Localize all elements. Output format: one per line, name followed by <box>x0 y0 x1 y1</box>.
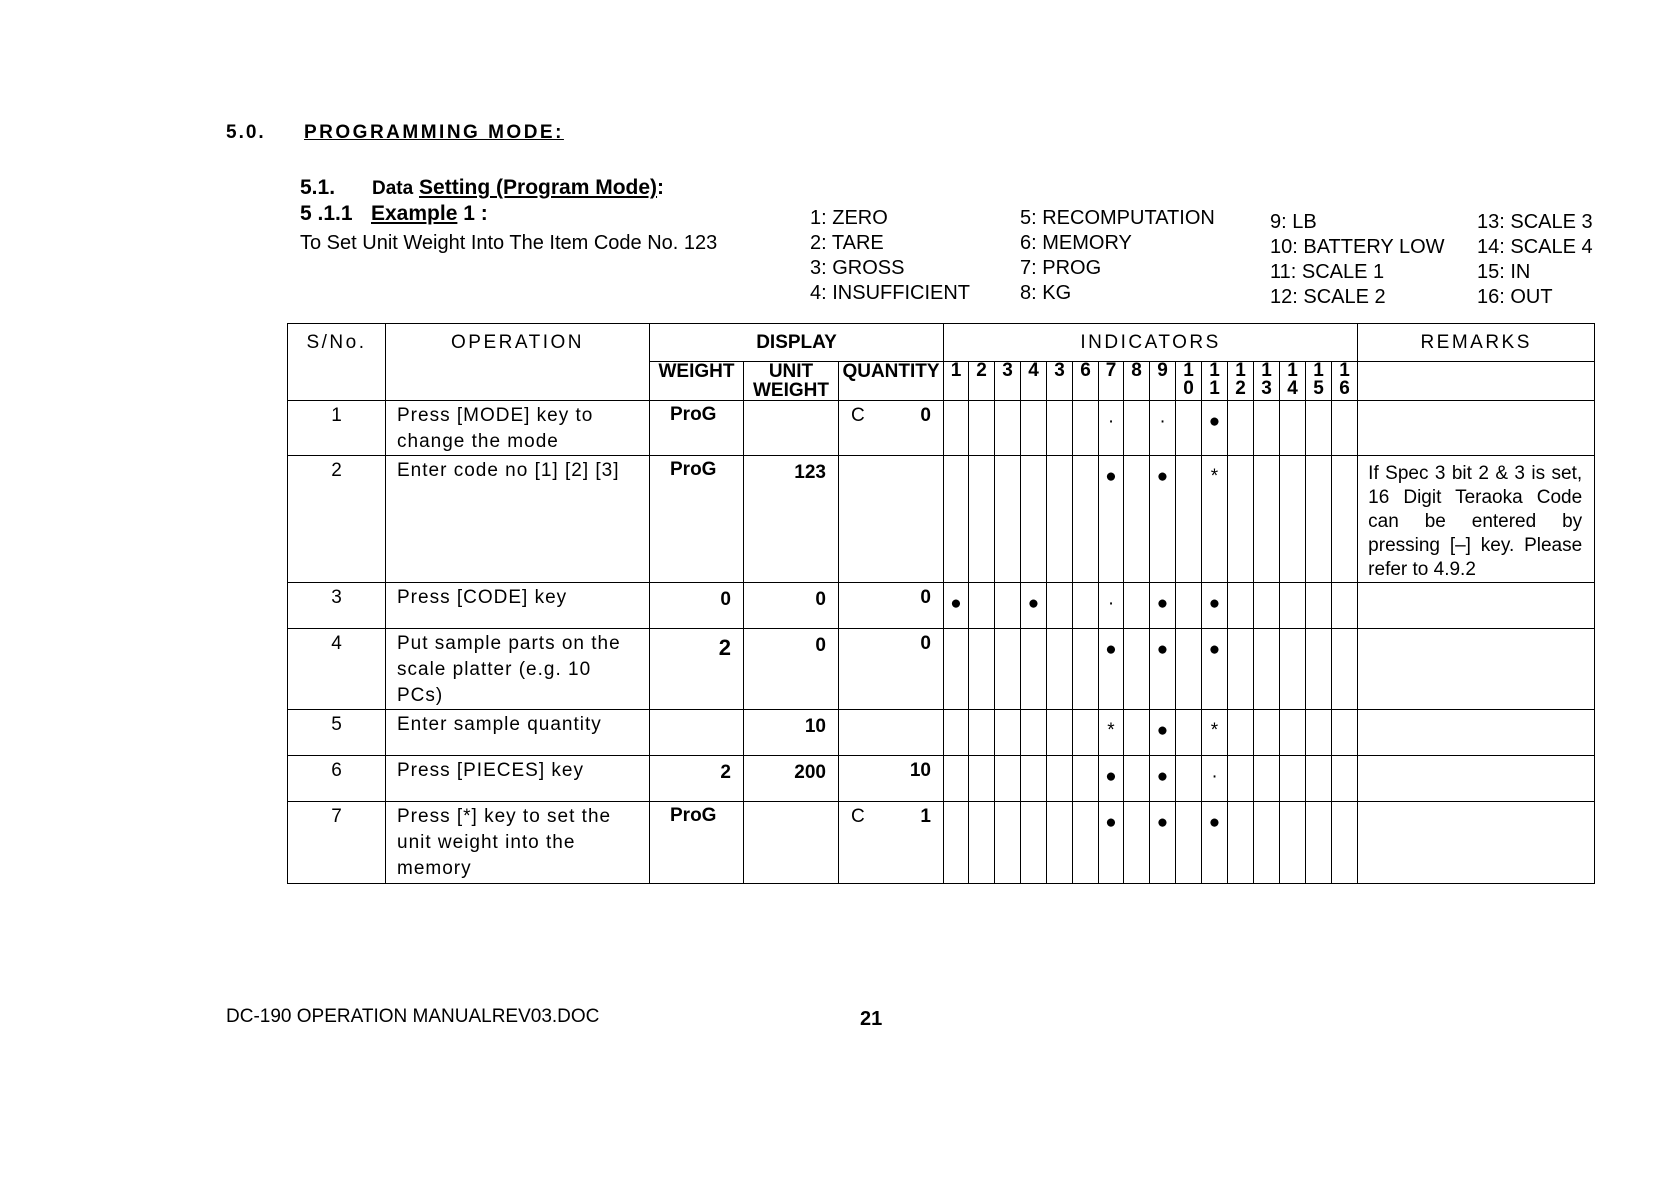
indicator-cell <box>1332 401 1358 456</box>
subsection-number: 5.1. <box>300 176 336 199</box>
quantity-value: 10 <box>909 760 931 781</box>
indicator-number-header: 1 6 <box>1332 362 1358 401</box>
indicator-cell <box>1047 583 1073 629</box>
indicator-cell: ● <box>1099 629 1124 710</box>
indicator-cell: ● <box>1202 583 1228 629</box>
indicator-number-header: 3 <box>1047 362 1073 401</box>
indicator-cell <box>1332 583 1358 629</box>
legend-item: 2: TARE <box>810 232 884 254</box>
indicator-cell <box>1306 802 1332 884</box>
indicator-cell <box>1228 710 1254 756</box>
indicator-cell <box>1124 583 1150 629</box>
indicator-cell <box>1176 456 1202 583</box>
indicator-cell <box>1228 401 1254 456</box>
row-quantity <box>839 710 944 756</box>
legend-item: 8: KG <box>1020 282 1072 304</box>
indicator-cell <box>944 456 969 583</box>
row-unit-weight: 123 <box>744 456 839 583</box>
indicator-cell <box>1280 802 1306 884</box>
indicator-cell: ● <box>1202 802 1228 884</box>
indicator-cell <box>1047 629 1073 710</box>
indicator-number-header: 1 0 <box>1176 362 1202 401</box>
indicator-number-header: 1 4 <box>1280 362 1306 401</box>
table-row <box>288 756 1595 802</box>
indicator-cell: · <box>1099 401 1124 456</box>
legend-item: 5: RECOMPUTATION <box>1020 207 1215 229</box>
quantity-value: 1 <box>920 806 931 827</box>
legend-col-4 <box>1477 210 1593 310</box>
indicator-cell: ● <box>1150 583 1176 629</box>
indicator-cell <box>1176 583 1202 629</box>
legend-item: 10: BATTERY LOW <box>1270 236 1445 258</box>
indicator-cell <box>1176 710 1202 756</box>
legend-item: 7: PROG <box>1020 257 1102 279</box>
indicator-cell <box>1176 802 1202 884</box>
row-remark <box>1358 710 1595 756</box>
row-remark <box>1358 401 1595 456</box>
indicator-cell <box>995 456 1021 583</box>
row-sno: 3 <box>288 583 386 629</box>
indicator-cell <box>1021 756 1047 802</box>
indicator-cell <box>944 710 969 756</box>
row-quantity <box>839 756 944 802</box>
indicator-cell <box>1047 401 1073 456</box>
header-operation: OPERATION <box>386 324 650 401</box>
indicator-cell <box>969 456 995 583</box>
indicator-cell <box>1254 802 1280 884</box>
indicator-cell <box>1228 802 1254 884</box>
quantity-value: 0 <box>920 405 931 426</box>
indicator-cell <box>944 401 969 456</box>
indicator-cell <box>1228 583 1254 629</box>
row-operation: Enter sample quantity <box>386 710 650 756</box>
indicator-cell: ● <box>1099 756 1124 802</box>
indicator-cell <box>1228 629 1254 710</box>
quantity-value: 0 <box>920 633 931 654</box>
legend-col-2 <box>1020 206 1215 306</box>
header-unit-weight: UNIT WEIGHT <box>744 362 839 401</box>
indicator-cell <box>1254 583 1280 629</box>
indicator-cell <box>969 583 995 629</box>
indicator-cell <box>969 802 995 884</box>
indicator-cell: * <box>1202 456 1228 583</box>
row-remark: If Spec 3 bit 2 & 3 is set, 16 Digit Teraoka Code can be entered by pressing [–] key. Please refer to 4.9.2 <box>1358 456 1595 583</box>
legend-item: 16: OUT <box>1477 286 1553 308</box>
indicator-cell <box>1280 583 1306 629</box>
indicator-number-header: 1 2 <box>1228 362 1254 401</box>
page-number: 21 <box>860 1008 883 1030</box>
indicator-cell <box>1332 629 1358 710</box>
indicator-cell <box>1280 629 1306 710</box>
indicator-cell <box>1332 802 1358 884</box>
indicator-cell <box>1254 456 1280 583</box>
indicator-cell: ● <box>944 583 969 629</box>
indicator-cell <box>995 629 1021 710</box>
row-sno: 7 <box>288 802 386 884</box>
indicator-cell <box>944 802 969 884</box>
indicator-cell <box>1228 456 1254 583</box>
indicator-cell: · <box>1099 583 1124 629</box>
legend-item: 15: IN <box>1477 261 1531 283</box>
indicator-number-header: 2 <box>969 362 995 401</box>
indicator-cell: ● <box>1099 802 1124 884</box>
indicator-cell <box>995 401 1021 456</box>
quantity-prefix: C <box>851 405 865 426</box>
header-indicators: INDICATORS <box>944 324 1358 362</box>
example-title: Example 1 : <box>371 202 488 225</box>
row-sno: 1 <box>288 401 386 456</box>
legend-item: 6: MEMORY <box>1020 232 1132 254</box>
row-sno: 5 <box>288 710 386 756</box>
indicator-cell <box>1280 756 1306 802</box>
indicator-cell: ● <box>1150 710 1176 756</box>
indicator-cell <box>1021 629 1047 710</box>
indicator-cell <box>1124 401 1150 456</box>
remarks-subheader <box>1358 362 1595 401</box>
indicator-cell <box>995 756 1021 802</box>
indicator-cell <box>944 756 969 802</box>
indicator-cell <box>1073 401 1099 456</box>
quantity-value: 0 <box>920 587 931 608</box>
row-unit-weight: 0 <box>744 629 839 710</box>
row-quantity <box>839 401 944 456</box>
row-remark <box>1358 756 1595 802</box>
legend-item: 9: LB <box>1270 211 1317 233</box>
indicator-cell <box>1254 401 1280 456</box>
indicator-cell <box>1124 629 1150 710</box>
footer-doc-name: DC-190 OPERATION MANUALREV03.DOC <box>226 1006 600 1027</box>
indicator-cell <box>1254 756 1280 802</box>
row-weight: ProG <box>650 456 744 583</box>
section-number: 5.0. <box>226 122 266 143</box>
row-remark <box>1358 802 1595 884</box>
row-quantity <box>839 583 944 629</box>
indicator-cell <box>1124 710 1150 756</box>
indicator-cell <box>1021 456 1047 583</box>
indicator-number-header: 9 <box>1150 362 1176 401</box>
row-operation: Press [PIECES] key <box>386 756 650 802</box>
indicator-cell: ● <box>1150 756 1176 802</box>
indicator-cell <box>1021 401 1047 456</box>
legend-col-1 <box>810 206 970 306</box>
indicator-number-header: 6 <box>1073 362 1099 401</box>
legend-item: 14: SCALE 4 <box>1477 236 1593 258</box>
row-remark <box>1358 629 1595 710</box>
indicator-cell: · <box>1150 401 1176 456</box>
indicator-cell: · <box>1202 756 1228 802</box>
indicator-cell <box>1073 802 1099 884</box>
indicator-cell <box>1306 710 1332 756</box>
row-operation: Enter code no [1] [2] [3] <box>386 456 650 583</box>
row-operation: Press [CODE] key <box>386 583 650 629</box>
row-operation: Put sample parts on the scale platter (e.g. 10 PCs) <box>386 629 650 710</box>
row-unit-weight <box>744 802 839 884</box>
table-row <box>288 710 1595 756</box>
indicator-cell <box>1306 756 1332 802</box>
indicator-cell: ● <box>1202 629 1228 710</box>
operation-table <box>287 323 1595 884</box>
indicator-cell <box>1047 802 1073 884</box>
indicator-cell: ● <box>1202 401 1228 456</box>
legend-item: 1: ZERO <box>810 207 888 229</box>
table-row <box>288 583 1595 629</box>
row-weight <box>650 710 744 756</box>
row-weight: 2 <box>650 756 744 802</box>
indicator-cell <box>1332 756 1358 802</box>
indicator-cell <box>1332 456 1358 583</box>
indicator-number-header: 8 <box>1124 362 1150 401</box>
row-unit-weight <box>744 401 839 456</box>
indicator-number-header: 4 <box>1021 362 1047 401</box>
header-sno: S/No. <box>288 324 386 401</box>
indicator-number-header: 1 <box>944 362 969 401</box>
indicator-cell <box>1047 456 1073 583</box>
row-weight: ProG <box>650 401 744 456</box>
table-row <box>288 401 1595 456</box>
row-operation: Press [MODE] key to change the mode <box>386 401 650 456</box>
indicator-number-header: 1 3 <box>1254 362 1280 401</box>
row-operation: Press [*] key to set the unit weight into the memory <box>386 802 650 884</box>
legend-item: 13: SCALE 3 <box>1477 211 1593 233</box>
indicator-cell <box>1124 756 1150 802</box>
indicator-cell <box>1306 629 1332 710</box>
row-unit-weight: 0 <box>744 583 839 629</box>
indicator-cell <box>995 802 1021 884</box>
indicator-cell <box>1306 401 1332 456</box>
row-sno: 4 <box>288 629 386 710</box>
indicator-cell <box>1073 756 1099 802</box>
row-quantity <box>839 802 944 884</box>
indicator-cell <box>1073 629 1099 710</box>
indicator-number-header: 7 <box>1099 362 1124 401</box>
indicator-cell <box>1176 756 1202 802</box>
indicator-cell <box>1228 756 1254 802</box>
quantity-prefix: C <box>851 806 865 827</box>
row-weight: 0 <box>650 583 744 629</box>
indicator-cell <box>969 401 995 456</box>
indicator-cell <box>1332 710 1358 756</box>
indicator-cell <box>995 710 1021 756</box>
row-quantity <box>839 629 944 710</box>
indicator-cell <box>1021 710 1047 756</box>
indicator-number-header: 3 <box>995 362 1021 401</box>
header-display: DISPLAY <box>650 324 944 362</box>
indicator-cell <box>969 629 995 710</box>
indicator-cell <box>1176 401 1202 456</box>
header-weight: WEIGHT <box>650 362 744 401</box>
table-row <box>288 802 1595 884</box>
legend-col-3 <box>1270 210 1445 310</box>
row-weight: 2 <box>650 629 744 710</box>
example-description: To Set Unit Weight Into The Item Code No. 123 <box>300 232 718 254</box>
indicator-cell <box>1254 629 1280 710</box>
indicator-cell <box>1047 710 1073 756</box>
header-quantity: QUANTITY <box>839 362 944 401</box>
indicator-cell: ● <box>1099 456 1124 583</box>
indicator-cell <box>944 629 969 710</box>
legend-item: 11: SCALE 1 <box>1270 261 1385 283</box>
indicator-cell: * <box>1099 710 1124 756</box>
legend-item: 3: GROSS <box>810 257 905 279</box>
subsection-title: Data Setting (Program Mode): <box>372 176 665 199</box>
indicator-cell <box>1021 802 1047 884</box>
legend-item: 4: INSUFFICIENT <box>810 282 971 304</box>
indicator-number-header: 1 5 <box>1306 362 1332 401</box>
row-remark <box>1358 583 1595 629</box>
indicator-cell <box>1280 710 1306 756</box>
indicator-cell <box>1254 710 1280 756</box>
indicator-cell: ● <box>1150 456 1176 583</box>
indicator-cell <box>969 756 995 802</box>
indicator-cell <box>1047 756 1073 802</box>
table-row <box>288 629 1595 710</box>
table-row <box>288 456 1595 583</box>
indicator-cell <box>1306 583 1332 629</box>
row-quantity <box>839 456 944 583</box>
section-title: PROGRAMMING MODE: <box>304 122 564 143</box>
row-unit-weight: 200 <box>744 756 839 802</box>
indicator-cell <box>1124 456 1150 583</box>
indicator-cell <box>1073 710 1099 756</box>
indicator-cell: ● <box>1021 583 1047 629</box>
indicator-cell <box>969 710 995 756</box>
row-sno: 2 <box>288 456 386 583</box>
indicator-cell: * <box>1202 710 1228 756</box>
indicator-cell <box>1073 456 1099 583</box>
legend-item: 12: SCALE 2 <box>1270 286 1386 308</box>
indicator-cell <box>1176 629 1202 710</box>
indicator-number-header: 1 1 <box>1202 362 1228 401</box>
indicator-cell <box>995 583 1021 629</box>
indicator-cell <box>1280 401 1306 456</box>
header-remarks: REMARKS <box>1358 324 1595 362</box>
indicator-cell <box>1124 802 1150 884</box>
example-number: 5 .1.1 <box>300 202 353 225</box>
indicator-cell <box>1073 583 1099 629</box>
indicator-cell <box>1306 456 1332 583</box>
row-weight: ProG <box>650 802 744 884</box>
row-sno: 6 <box>288 756 386 802</box>
row-unit-weight: 10 <box>744 710 839 756</box>
indicator-cell <box>1280 456 1306 583</box>
indicator-cell: ● <box>1150 802 1176 884</box>
indicator-cell: ● <box>1150 629 1176 710</box>
